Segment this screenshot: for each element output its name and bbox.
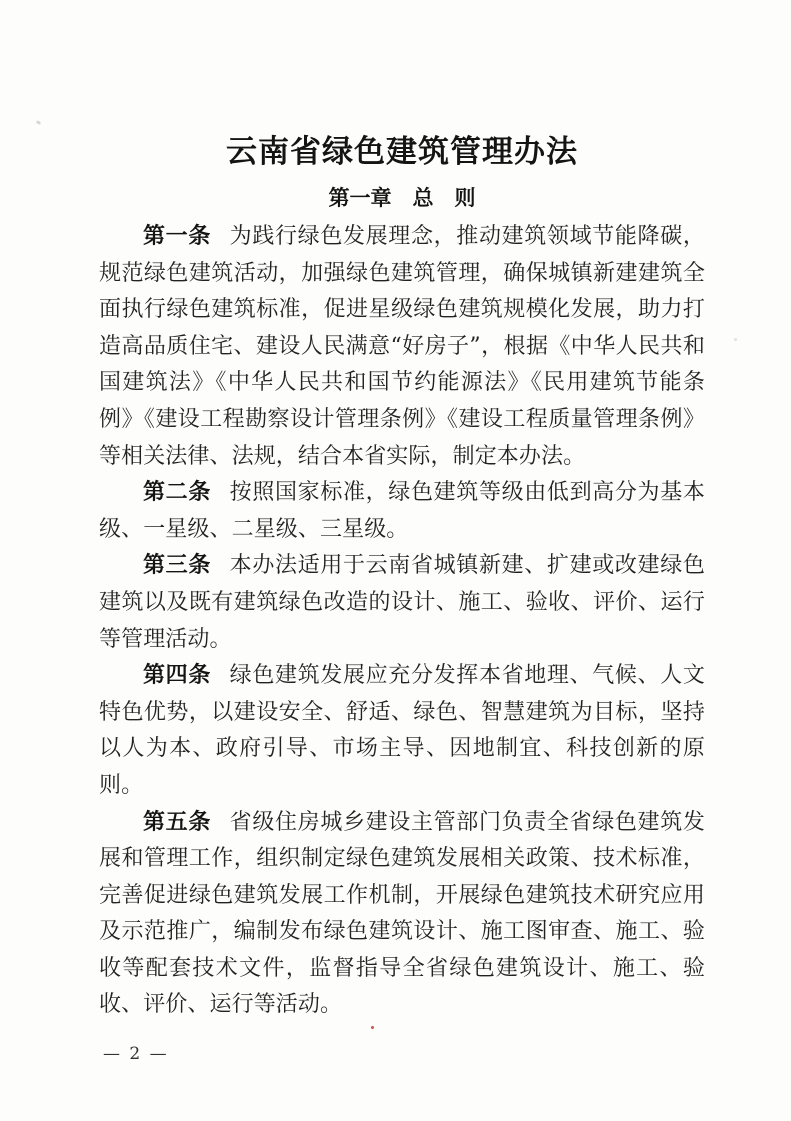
- article-label: 第三条: [143, 553, 211, 579]
- article-paragraph: [99, 475, 705, 548]
- chapter-heading: 第一章 总 则: [328, 186, 476, 210]
- article-paragraph: [99, 548, 705, 658]
- scan-speck: [734, 338, 737, 341]
- article-text: 为践行绿色发展理念，推动建筑领域节能降碳，规范绿色建筑活动，加强绿色建筑管理，确保城镇新建建筑全面执行绿色建筑标准，促进星级绿色建筑规模化发展，助力打造高品质住宅、建设人民满意“好房子”，根据《中华人民共和国建筑法》《中华人民共和国节约能源法》《民用建筑节能条例》《建设工程勘察设计管理条例》《建设工程质量管理条例》等相关法律、法规，结合本省实际，制定本办法。: [99, 224, 705, 469]
- articles-container: [99, 219, 705, 1024]
- article-label: 第五条: [143, 809, 211, 835]
- article-text: 本办法适用于云南省城镇新建、扩建或改建绿色建筑以及既有建筑绿色改造的设计、施工、验收、评价、运行等管理活动。: [99, 553, 705, 652]
- article-label: 第四条: [143, 663, 211, 689]
- document-title: 云南省绿色建筑管理办法: [226, 134, 578, 170]
- article-label: 第一条: [143, 224, 211, 249]
- page-number: — 2 —: [103, 1044, 169, 1064]
- scan-speck: [36, 120, 42, 125]
- article-label: 第二条: [143, 480, 211, 506]
- article-paragraph: [99, 658, 705, 804]
- article-text: 省级住房城乡建设主管部门负责全省绿色建筑发展和管理工作，组织制定绿色建筑发展相关政策、技术标准，完善促进绿色建筑发展工作机制，开展绿色建筑技术研究应用及示范推广，编制发布绿色建筑设计、施工图审查、施工、验收等配套技术文件，监督指导全省绿色建筑设计、施工、验收、评价、运行等活动。: [99, 809, 705, 1018]
- article-paragraph: [99, 219, 705, 475]
- article-text: 绿色建筑发展应充分发挥本省地理、气候、人文特色优势，以建设安全、舒适、绿色、智慧建筑为目标，坚持以人为本、政府引导、市场主导、因地制宜、科技创新的原则。: [99, 663, 705, 798]
- scan-red-speck: [371, 1026, 374, 1029]
- article-paragraph: [99, 805, 705, 1025]
- article-text: 按照国家标准，绿色建筑等级由低到高分为基本级、一星级、二星级、三星级。: [99, 480, 705, 542]
